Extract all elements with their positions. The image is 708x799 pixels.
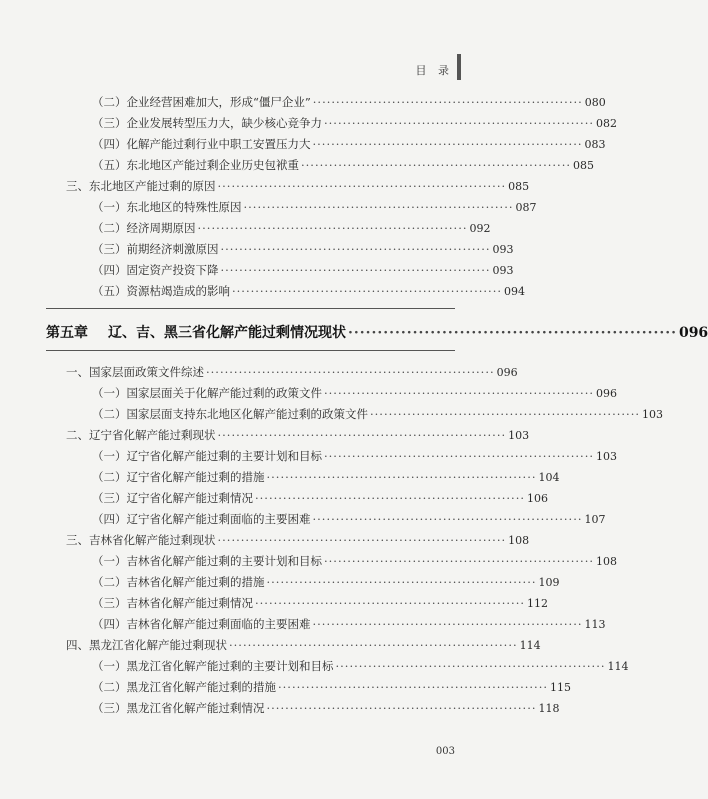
toc-entry-page: 092 bbox=[469, 222, 491, 235]
toc-entry-label: （二）辽宁省化解产能过剩的措施 bbox=[92, 470, 265, 484]
toc-entry-page: 118 bbox=[538, 702, 560, 715]
leader-dots: ······························································ bbox=[217, 533, 507, 547]
toc-entry-page: 080 bbox=[584, 96, 606, 109]
toc-entry-label: （三）黑龙江省化解产能过剩情况 bbox=[92, 701, 265, 715]
leader-dots: ·························································· bbox=[266, 470, 537, 484]
leader-dots: ······························································ bbox=[206, 365, 495, 379]
toc-entry[interactable] bbox=[92, 490, 549, 508]
toc-entry-label: （三）前期经济刺激原因 bbox=[92, 242, 219, 256]
toc-entry-page: 093 bbox=[492, 243, 514, 256]
toc-entry-label: 四、黑龙江省化解产能过剩现状 bbox=[66, 638, 227, 652]
leader-dots: ·························································· bbox=[255, 596, 526, 610]
toc-entry[interactable] bbox=[92, 553, 618, 571]
divider bbox=[46, 350, 455, 351]
leader-dots: ·························································· bbox=[312, 137, 583, 151]
toc-entry[interactable] bbox=[92, 658, 629, 676]
toc-entry-label: （三）吉林省化解产能过剩情况 bbox=[92, 596, 253, 610]
toc-section-heading[interactable] bbox=[66, 178, 530, 196]
toc-entry-page: 082 bbox=[596, 117, 618, 130]
toc-section-heading[interactable] bbox=[66, 637, 541, 655]
leader-dots: ·························································· bbox=[197, 221, 468, 235]
toc-entry[interactable] bbox=[92, 283, 526, 301]
leader-dots: ·························································· bbox=[220, 242, 491, 256]
toc-entry-page: 085 bbox=[508, 180, 530, 193]
toc-entry-label: （一）东北地区的特殊性原因 bbox=[92, 200, 242, 214]
leader-dots: ·························································· bbox=[324, 449, 595, 463]
leader-dots: ·························································· bbox=[370, 407, 641, 421]
leader-dots: ·························································· bbox=[278, 680, 549, 694]
toc-section-heading[interactable] bbox=[66, 364, 518, 382]
toc-entry[interactable] bbox=[92, 94, 606, 112]
leader-dots: ······························································ bbox=[217, 179, 507, 193]
toc-entry-page: 096 bbox=[496, 366, 518, 379]
toc-entry[interactable] bbox=[92, 262, 514, 280]
toc-chapter-heading[interactable] bbox=[46, 322, 708, 344]
toc-entry-label: （一）吉林省化解产能过剩的主要计划和目标 bbox=[92, 554, 322, 568]
toc-entry-page: 103 bbox=[596, 450, 618, 463]
toc-entry-page: 096 bbox=[596, 387, 618, 400]
leader-dots: ·························································· bbox=[335, 659, 606, 673]
toc-entry[interactable] bbox=[92, 157, 595, 175]
toc-entry[interactable] bbox=[92, 406, 664, 424]
leader-dots: ·························································· bbox=[266, 701, 537, 715]
toc-section-heading[interactable] bbox=[66, 532, 530, 550]
toc-entry[interactable] bbox=[92, 220, 491, 238]
toc-entry-page: 104 bbox=[538, 471, 560, 484]
toc-entry-label: （四）辽宁省化解产能过剩面临的主要困难 bbox=[92, 512, 311, 526]
toc-section-heading[interactable] bbox=[66, 427, 530, 445]
toc-entry-page: 108 bbox=[508, 534, 530, 547]
toc-entry[interactable] bbox=[92, 616, 606, 634]
toc-entry-label: （二）国家层面支持东北地区化解产能过剩的政策文件 bbox=[92, 407, 368, 421]
leader-dots: ·························································· bbox=[324, 116, 595, 130]
toc-entry-page: 112 bbox=[527, 597, 549, 610]
toc-entry[interactable] bbox=[92, 385, 618, 403]
chapter-number: 第五章 bbox=[46, 325, 88, 341]
toc-entry-label: （一）辽宁省化解产能过剩的主要计划和目标 bbox=[92, 449, 322, 463]
header-title: 目 录 bbox=[415, 64, 453, 77]
toc-entry-page: 103 bbox=[642, 408, 664, 421]
toc-entry-page: 114 bbox=[607, 660, 629, 673]
toc-entry-page: 083 bbox=[584, 138, 606, 151]
toc-entry[interactable] bbox=[92, 469, 560, 487]
leader-dots: ·························································· bbox=[312, 617, 583, 631]
toc-entry[interactable] bbox=[92, 511, 606, 529]
header-bar bbox=[457, 54, 461, 80]
toc-entry-page: 103 bbox=[508, 429, 530, 442]
toc-entry-label: （二）黑龙江省化解产能过剩的措施 bbox=[92, 680, 276, 694]
toc-entry-label: （四）化解产能过剩行业中职工安置压力大 bbox=[92, 137, 311, 151]
leader-dots: ·························································· bbox=[324, 554, 595, 568]
chapter-title: 辽、吉、黑三省化解产能过剩情况现状 bbox=[108, 325, 346, 341]
toc-entry-page: 106 bbox=[527, 492, 549, 505]
toc-entry-label: 三、东北地区产能过剩的原因 bbox=[66, 179, 216, 193]
toc-entry[interactable] bbox=[92, 199, 537, 217]
toc-entry[interactable] bbox=[92, 574, 560, 592]
toc-entry-label: （一）黑龙江省化解产能过剩的主要计划和目标 bbox=[92, 659, 334, 673]
toc-entry[interactable] bbox=[92, 115, 618, 133]
toc-entry-label: （四）固定资产投资下降 bbox=[92, 263, 219, 277]
leader-dots: ·························································· bbox=[312, 95, 583, 109]
toc-entry-page: 114 bbox=[519, 639, 541, 652]
toc-entry[interactable] bbox=[92, 136, 606, 154]
toc-entry[interactable] bbox=[92, 700, 560, 718]
toc-entry-label: （五）资源枯竭造成的影响 bbox=[92, 284, 230, 298]
toc-entry-label: （三）辽宁省化解产能过剩情况 bbox=[92, 491, 253, 505]
leader-dots: ·························································· bbox=[301, 158, 572, 172]
toc-entry[interactable] bbox=[92, 448, 618, 466]
toc-entry-label: （三）企业发展转型压力大，缺少核心竞争力 bbox=[92, 116, 322, 130]
toc-entry-label: （四）吉林省化解产能过剩面临的主要困难 bbox=[92, 617, 311, 631]
toc-entry-page: 094 bbox=[504, 285, 526, 298]
leader-dots: ·························································· bbox=[266, 575, 537, 589]
toc-entry-label: 二、辽宁省化解产能过剩现状 bbox=[66, 428, 216, 442]
toc-entry[interactable] bbox=[92, 679, 572, 697]
toc-entry-label: （二）经济周期原因 bbox=[92, 221, 196, 235]
toc-entry-page: 093 bbox=[492, 264, 514, 277]
leader-dots: ·························································· bbox=[255, 491, 526, 505]
leader-dots: ·························································· bbox=[232, 284, 503, 298]
leader-dots: ·························································· bbox=[312, 512, 583, 526]
toc-entry-label: 一、国家层面政策文件综述 bbox=[66, 365, 204, 379]
toc-entry-label: （二）吉林省化解产能过剩的措施 bbox=[92, 575, 265, 589]
toc-entry-label: （五）东北地区产能过剩企业历史包袱重 bbox=[92, 158, 299, 172]
toc-entry-page: 115 bbox=[550, 681, 572, 694]
toc-entry-page: 085 bbox=[573, 159, 595, 172]
toc-entry-page: 108 bbox=[596, 555, 618, 568]
page-number: 003 bbox=[435, 746, 455, 757]
leader-dots: ······························································ bbox=[217, 428, 507, 442]
divider bbox=[46, 308, 455, 309]
leader-dots: ·························································· bbox=[220, 263, 491, 277]
toc-entry[interactable] bbox=[92, 241, 514, 259]
toc-entry-label: （二）企业经营困难加大，形成“僵尸企业” bbox=[92, 95, 311, 109]
toc-entry-page: 113 bbox=[584, 618, 606, 631]
toc-entry-page: 087 bbox=[515, 201, 537, 214]
leader-dots: ·························································· bbox=[324, 386, 595, 400]
toc-entry-label: （一）国家层面关于化解产能过剩的政策文件 bbox=[92, 386, 322, 400]
leader-dots: ······························································ bbox=[229, 638, 518, 652]
toc-entry-label: 三、吉林省化解产能过剩现状 bbox=[66, 533, 216, 547]
toc-entry-page: 107 bbox=[584, 513, 606, 526]
chapter-page: 096 bbox=[678, 325, 708, 341]
toc-entry[interactable] bbox=[92, 595, 549, 613]
toc-entry-page: 109 bbox=[538, 576, 560, 589]
leader-dots: ························································ bbox=[348, 325, 677, 341]
leader-dots: ·························································· bbox=[243, 200, 514, 214]
